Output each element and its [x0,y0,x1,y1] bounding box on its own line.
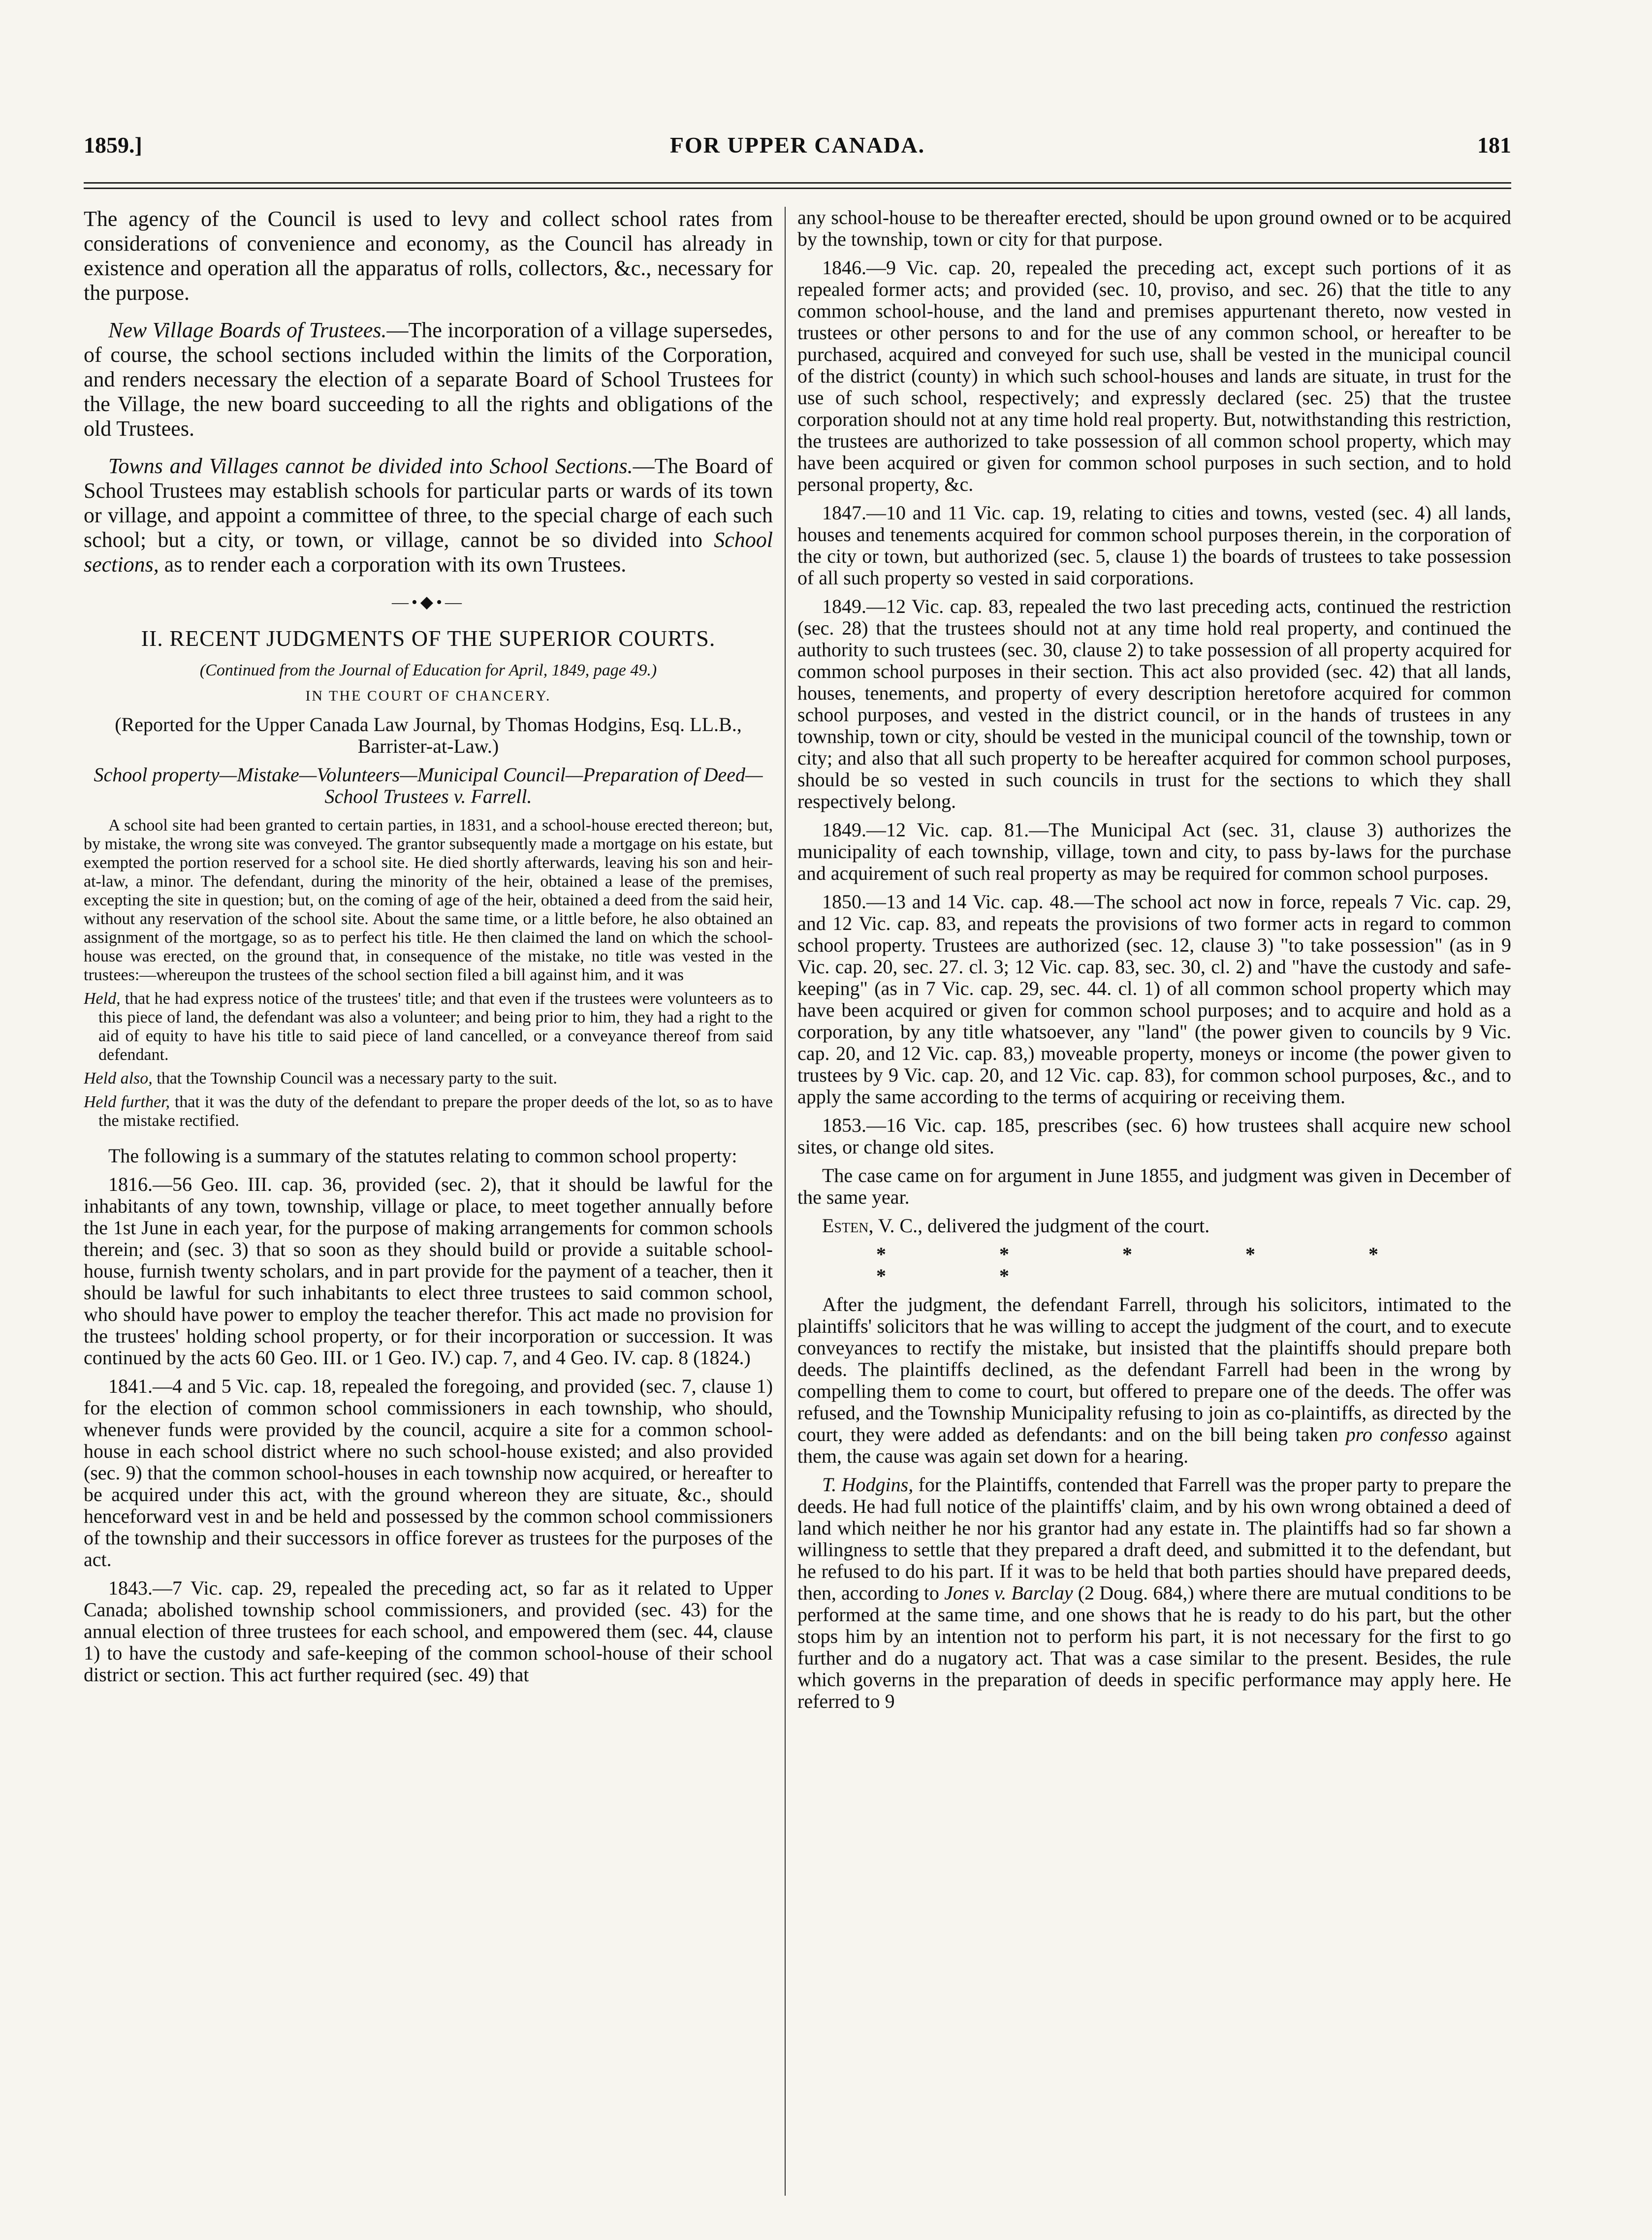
header-rule [84,182,1511,189]
court-name: IN THE COURT OF CHANCERY. [305,688,551,704]
statute-1816: 1816.—56 Geo. III. cap. 36, provided (sec. 2), that it should be lawful for the inhabitants of any town, township, village or place, to meet together annually before the 1st June in each year, for the purpose of making arrangements for common schools therein; and (sec. 3) that so soon as they should build or provide a suitable school-house, furnish twenty scholars, and in part provide for the payment of a teacher, then it should be lawful for such inhabitants to elect three trustees to said common school, who should have power to employ the teacher therefor. This act made no provision for the trustees' holding school property, or for their incorporation or succession. It was continued by the acts 60 Geo. III. or 1 Geo. IV.) cap. 7, and 4 Geo. IV. cap. 8 (1824.) [84,1173,773,1369]
continuation-paragraph: any school-house to be thereafter erected, should be upon ground owned or to be acquired by the township, town or city for that purpose. [797,207,1511,250]
right-column [797,207,1511,2206]
intro-paragraph: The agency of the Council is used to levy and collect school rates from considerations of convenience and economy, as the Council has already in existence and operation all the apparatus of rolls, collectors, &c., necessary for the purpose. [84,207,773,305]
after-judgment-text-2: against them, the cause was again set down for a hearing. [797,1423,1511,1467]
judgment-paragraph [797,1215,1511,1237]
hodgins-paragraph [797,1474,1511,1712]
jones-case: Jones v. Barclay [944,1582,1073,1604]
after-judgment-paragraph [797,1294,1511,1467]
section-heading: II. RECENT JUDGMENTS OF THE SUPERIOR COURTS. [141,626,716,651]
statute-1849-b: 1849.—12 Vic. cap. 81.—The Municipal Act (sec. 31, clause 3) authorizes the municipality of each township, village, town and city, to pass by-laws for the purchase and acquirement of such real property as may be required for common school purposes. [797,819,1511,884]
hodgins-name: T. Hodgins, [822,1473,914,1496]
after-judgment-text: After the judgment, the defendant Farrell, through his solicitors, intimated to the plaintiffs' solicitors that he was willing to accept the judgment of the court, and to execute conveyances to rectify the mistake, but insisted that the plaintiffs should prepare both deeds. The plaintiffs declined, as the defendant Farrell had been in the wrong by compelling them to come to court, but offered to prepare one of the deeds. The offer was refused, and the Township Municipality refusing to join as co-plaintiffs, as directed by the court, they were added as defendants: and on the bill being taken [797,1293,1511,1445]
case-title: School property—Mistake—Volunteers—Municipal Council—Preparation of Deed—School Trustees v. Farrell. [94,764,763,807]
held-2-label: Held also, [84,1069,153,1088]
hodgins-text-2: (2 Doug. 684,) where there are mutual conditions to be performed at the same time, and one shows that he is ready to do his part, but the other stops him by an intention not to perform his part, it is not necessary for the first to go further and do a nugatory act. That was a case similar to the present. Besides, the rule which governs in the preparation of deeds in specific performance may apply here. He referred to 9 [797,1582,1511,1712]
held-1 [84,990,773,1064]
column-divider [785,207,786,2196]
reported-note: (Reported for the Upper Canada Law Journal, by Thomas Hodgins, Esq. LL.B., Barrister-at-Law.) [115,713,742,757]
village-boards-text: —The incorporation of a village supersedes, of course, the school sections included within the limits of the Corporation, and renders necessary the election of a separate Board of School Trustees for the Village, the new board succeeding to all the rights and obligations of the old Trustees. [84,318,773,441]
statute-1847: 1847.—10 and 11 Vic. cap. 19, relating to cities and towns, vested (sec. 4) all lands, houses and tenements acquired for common school purposes therein, in the corporation of the city or town, but authorized (sec. 5, clause 1) the boards of trustees to take possession of all such property so vested in said corporations. [797,502,1511,589]
running-head [84,127,1511,166]
judgment-text: , V. C., delivered the judgment of the court. [868,1215,1210,1237]
statute-1853: 1853.—16 Vic. cap. 185, prescribes (sec. 6) how trustees shall acquire new school sites, or change old sites. [797,1114,1511,1158]
headnote-facts: A school site had been granted to certain parties, in 1831, and a school-house erected thereon; but, by mistake, the wrong site was conveyed. The grantor subsequently made a mortgage on his estate, but exempted the portion reserved for a school site. He died shortly afterwards, leaving his son and heir-at-law, a minor. The defendant, during the minority of the heir, obtained a lease of the premises, excepting the site in question; but, on the coming of age of the heir, obtained a deed from the said heir, without any reservation of the school site. About the same time, or a little before, he also obtained an assignment of the mortgage, so as to perfect his title. He then claimed the land on which the school-house was erected, on the ground that, in consequence of the mistake, no title was vested in the trustees:—whereupon the trustees of the school section filed a bill against him, and it was [84,816,773,984]
held-3-text: that it was the duty of the defendant to prepare the proper deeds of the lot, so as to have the mistake rectified. [98,1093,773,1130]
towns-heading: Towns and Villages cannot be divided into School Sections. [108,454,633,478]
towns-text-2: as to render each a corporation with its own Trustees. [159,552,627,576]
held-1-text: that he had express notice of the trustees' title; and that even if the trustees were volunteers as to this piece of land, the defendant was also a volunteer; and being prior to him, they had a right to the aid of equity to have his title to said piece of land cancelled, or a conveyance thereof from said defendant. [98,990,773,1064]
statute-1849-a: 1849.—12 Vic. cap. 83, repealed the two last preceding acts, continued the restriction (sec. 28) that the trustees should not at any time hold real property, and continued the authority to such trustees (sec. 30, clause 2) to take possession of all property acquired for common school purposes in their section. This act also provided (sec. 42) that all lands, houses, tenements, and property of every description heretofore acquired for common school purposes, and vested in the district council, or in the hands of trustees in any township, town or city, should be vested in the municipal council of the township, town or city; and also that all such property to be hereafter acquired for common school purposes, should be so vested in such councils in trust for the sections to which they shall respectively belong. [797,595,1511,812]
pro-confesso: pro confesso [1345,1423,1448,1445]
elision-stars: * * * * * * * [876,1243,1432,1287]
held-1-label: Held, [84,990,121,1008]
continued-note: (Continued from the Journal of Education for April, 1849, page 49.) [199,661,657,679]
statute-1841: 1841.—4 and 5 Vic. cap. 18, repealed the foregoing, and provided (sec. 7, clause 1) for the election of common school commissioners in each township, who should, whenever funds were provided by the council, acquire a site for a common school-house in each school district where no such school-house existed; and also provided (sec. 9) that the common school-houses in each township now acquired, or hereafter to be acquired under this act, with the ground whereon they are situate, &c., should henceforward vest in and be held and possessed by the common school commissioners of the township and their successors in office forever as trustees for the purposes of the act. [84,1375,773,1570]
village-boards-paragraph [84,318,773,441]
held-2-text: that the Township Council was a necessary party to the suit. [152,1069,558,1088]
towns-paragraph [84,454,773,577]
case-argument-paragraph: The case came on for argument in June 1855, and judgment was given in December of the same year. [797,1164,1511,1208]
judge-name: Esten [822,1215,869,1237]
held-3 [84,1093,773,1130]
left-column [84,207,773,2206]
header-year: 1859.] [84,132,142,158]
held-2 [84,1069,773,1088]
held-3-label: Held further, [84,1093,170,1111]
statute-1843: 1843.—7 Vic. cap. 29, repealed the preceding act, so far as it related to Upper Canada; abolished township school commissioners, and provided (sec. 43) for the annual election of three trustees for each school, and empowered them (sec. 44, clause 1) to have the custody and safe-keeping of the common school-house of their school district or section. This act further required (sec. 49) that [84,1577,773,1686]
ornament-divider: —•◆•— [392,593,465,611]
village-boards-heading: New Village Boards of Trustees. [108,318,387,342]
page-number: 181 [1477,132,1511,158]
towns-text-italic: School sections, [84,528,773,576]
hodgins-text-1: for the Plaintiffs, contended that Farrell was the proper party to prepare the deeds. He had full notice of the plaintiffs' claim, and by his own wrong obtained a deed of land which neither he nor his grantor had any estate in. The plaintiffs had so far shown a willingness to settle that they prepared a draft deed, and submitted it to the defendant, but he refused to do his part. If it was to be held that both parties should have prepared deeds, then, according to [797,1473,1511,1604]
summary-intro: The following is a summary of the statutes relating to common school property: [108,1145,737,1167]
statute-1846: 1846.—9 Vic. cap. 20, repealed the preceding act, except such portions of it as repealed former acts; and provided (sec. 10, proviso, and sec. 26) that the title to any common school-house, and the land and premises appurtenant thereto, now vested in trustees or other persons to and for the use of any common school, or hereafter to be purchased, acquired and conveyed for such use, shall be vested in the municipal council of the district (county) in which such school-houses and lands are situate, in trust for the use of such school, respectively; and expressly declared (sec. 25) that the trustee corporation should not at any time hold real property. But, notwithstanding this restriction, the trustees are authorized to take possession of all common school property, which may have been acquired or given for common school purposes in such section, and to hold personal property, &c. [797,256,1511,495]
towns-text-1: —The Board of School Trustees may establish schools for particular parts or wards of its town or village, and appoint a committee of three, to the special charge of each such school; but a city, or town, or village, cannot be so divided into [84,454,773,552]
header-title: FOR UPPER CANADA. [669,132,925,158]
statute-1850: 1850.—13 and 14 Vic. cap. 48.—The school act now in force, repeals 7 Vic. cap. 29, and 12 Vic. cap. 83, and repeats the provisions of two former acts in regard to common school property. Trustees are authorized (sec. 12, clause 3) "to take possession" (as in 9 Vic. cap. 20, sec. 27. cl. 3; 12 Vic. cap. 83, sec. 30, cl. 2) and "have the custody and safe-keeping" (as in 7 Vic. cap. 29, sec. 44. cl. 1) of all common school property which may have been acquired or given for common school purposes; and to acquire and hold as a corporation, by any title whatsoever, any "land" (the power given to councils by 9 Vic. cap. 20, and 12 Vic. cap. 83,) moveable property, moneys or income (the power given to trustees by 9 Vic. cap. 20, and 12 Vic. cap. 83), for common school purposes, &c., and to apply the same according to the terms of acquiring or receiving them. [797,891,1511,1108]
